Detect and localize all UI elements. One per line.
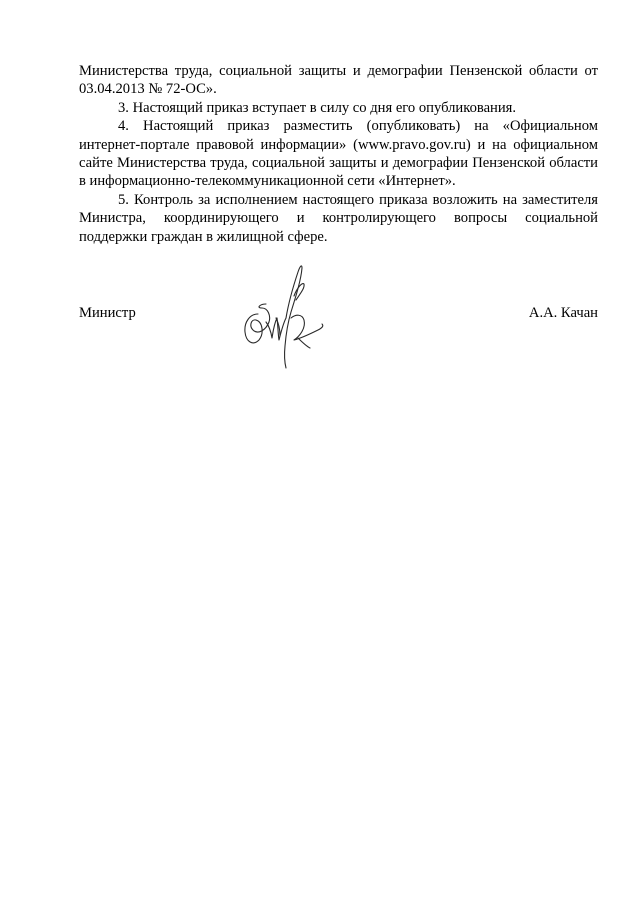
paragraph-item-3: 3. Настоящий приказ вступает в силу со дня его опубликования. bbox=[118, 99, 517, 116]
signatory-name: А.А. Качан bbox=[528, 305, 598, 321]
document-body bbox=[79, 62, 598, 246]
signature-block bbox=[79, 302, 598, 324]
paragraph-item-5: 5. Контроль за исполнением настоящего приказа возложить на заместителя Министра, координирующего и контролирующего вопросы социальной поддержки граждан в жилищной сфере. bbox=[79, 191, 598, 245]
paragraph-item-4: 4. Настоящий приказ разместить (опубликовать) на «Официальном интернет-портале правовой информации» (www.pravo.gov.ru) и на официальном сайте Министерства труда, социальной защиты и демографии Пензенской области в информационно-телекоммуникационной сети «Интернет». bbox=[79, 118, 598, 190]
position-title: Министр bbox=[79, 305, 136, 321]
handwritten-signature bbox=[236, 256, 332, 376]
paragraph-continuation: Министерства труда, социальной защиты и демографии Пензенской области от 03.04.2013 № 72-ОС». bbox=[79, 63, 598, 98]
